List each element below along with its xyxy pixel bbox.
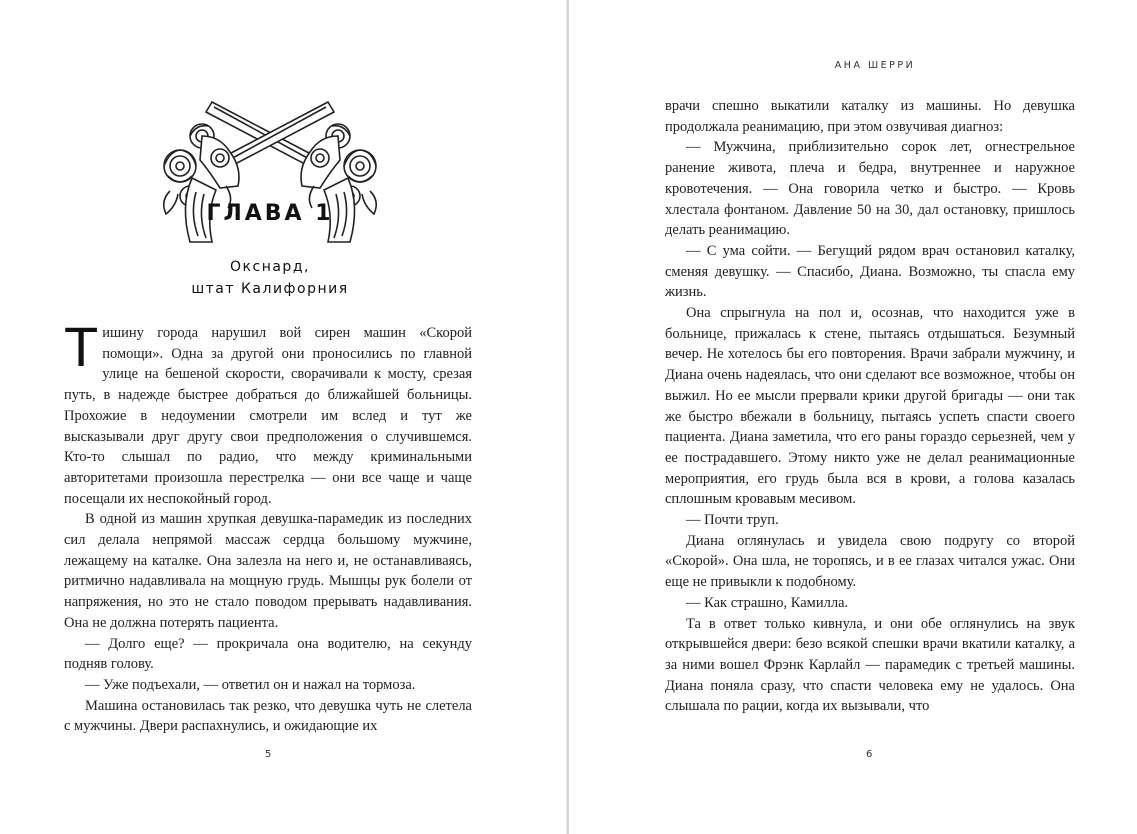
left-page [0,0,567,834]
paragraph: — Уже подъехали, — ответил он и нажал на тормоза. [85,676,416,693]
paragraph: В одной из машин хрупкая девушка-парамедик из последних сил делала непрямой массаж сердца большому мужчине, лежащему на каталке. Она залезла на него и, не останавливаясь, ритмично надавливала на мощную грудь. Мышцы рук болели от напряжения, но это не стало поводом прерывать надавливания. Она не должна потерять пациента. [64,511,472,631]
location-state: штат Калифорния [191,281,349,297]
location-city: Окснард, [230,259,310,275]
drop-cap: Т [64,315,99,378]
chapter-location [150,256,390,300]
paragraph: Машина остановилась так резко, что девушка чуть не слетела с мужчины. Двери распахнулись, и ожидающие их [64,697,472,735]
left-page-body [64,315,472,737]
paragraph: — Долго еще? — прокричала она водителю, на секунду подняв голову. [64,635,472,673]
chapter-title: ГЛАВА 1 [206,201,334,226]
paragraph: — Мужчина, приблизительно сорок лет, огнестрельное ранение живота, плеча и бедра, внутреннее и наружное кровотечения. — Она говорила четко и быстро. — Кровь хлестала фонтаном. Давление 50 на 30, дал остановку, пришлось делать реанимацию. [665,139,1075,239]
paragraph: Диана оглянулась и увидела свою подругу со второй «Скорой». Она шла, не торопясь, и в ее глазах читался ужас. Они еще не привыкли к подобному. [665,532,1075,591]
paragraph: Тишину города нарушил вой сирен машин «Скорой помощи». Одна за другой они проносились по главной улице на бешеной скорости, сворачивали к мосту, срезая путь, в надежде быстрее добраться до ближайшей больницы. Прохожие в недоумении смотрели им вслед и тут же высказывали друг другу свои предположения о случившемся. Кто-то слышал по радио, что между криминальными авторитетами произошла перестрелка — они все чаще и чаще посещали их неспокойный город. [64,315,472,507]
right-page-body [665,96,1075,717]
paragraph: врачи спешно выкатили каталку из машины. Но девушка продолжала реанимацию, при этом озвучивая диагноз: [665,98,1075,135]
page-number-left: 5 [265,749,272,760]
paragraph: — Почти труп. [686,512,779,529]
paragraph: — С ума сойти. — Бегущий рядом врач остановил каталку, сменяя девушку. — Спасибо, Диана. Возможно, ты спасла ему жизнь. [665,242,1075,301]
paragraph: Она спрыгнула на пол и, осознав, что находится уже в больнице, прижалась к стене, пытаясь отдышаться. Безумный вечер. Не хотелось бы его повторения. Врачи забрали мужчину, и Диана очень надеялась, что они сделают все возможное, чтобы он выжил. Но ее мысли прервали крики другой бригады — они так же быстро вбежали в больницу, пытаясь успеть спасти своего пациента. Диана заметила, что его раны гораздо серьезней, чем у ее пострадавшего. Этому никто уже не делал реанимационные мероприятия, его грудь была вся в крови, а голова казалась сплошным кровавым месивом. [665,305,1075,508]
paragraph: Та в ответ только кивнула, и они обе оглянулись на звук открывшейся двери: безо всякой спешки врачи вкатили каталку, а за ними вошел Фрэнк Карлайл — парамедик с третьей машины. Диана поняла сразу, что спасти человека ему не удалось. Она слышала по рации, когда их вызывали, что [665,615,1075,715]
paragraph: — Как страшно, Камилла. [686,594,849,611]
page-number-right: 6 [866,749,873,760]
running-head-author: АНА ШЕРРИ [834,60,916,71]
